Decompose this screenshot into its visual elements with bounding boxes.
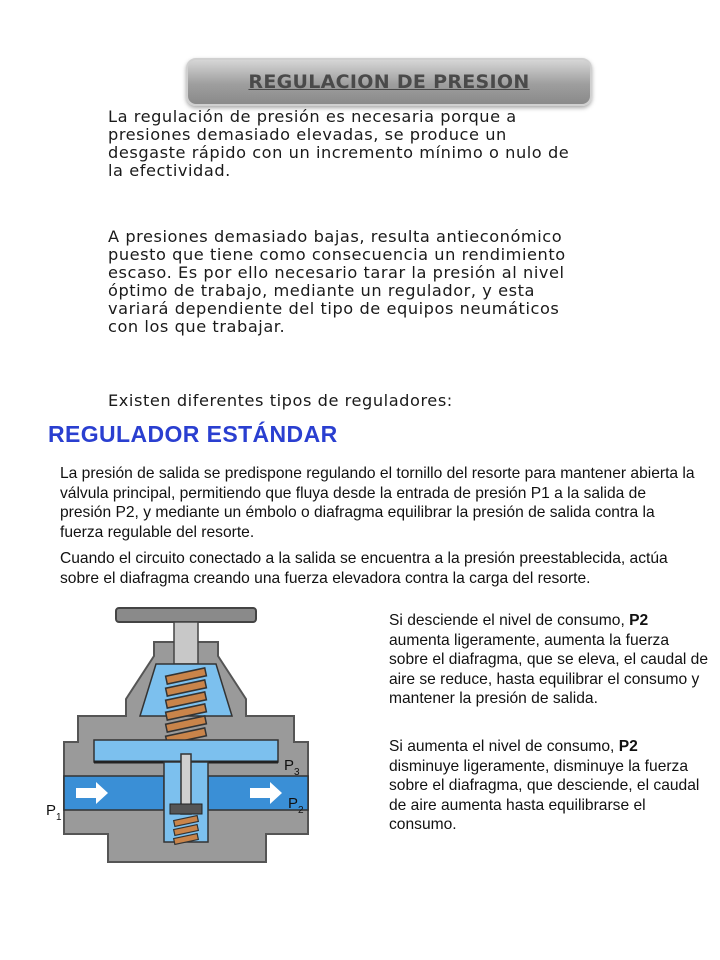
title-banner: [186, 58, 592, 106]
section-heading: REGULADOR ESTÁNDAR: [48, 421, 338, 447]
adjustment-knob: [116, 608, 256, 622]
section-description-2: Cuando el circuito conectado a la salida se encuentra a la presión preestablecida, actúa sobre el diafragma creando una fuerza elevadora contra la carga del resorte.: [60, 550, 668, 587]
lower-spring: [174, 816, 199, 845]
label-p3-letter: P: [284, 757, 295, 774]
side-paragraph-1-p2: P2: [629, 612, 649, 629]
label-p2-letter: P: [288, 795, 299, 812]
side-paragraph-2-p2: P2: [618, 738, 638, 755]
knob-stem: [174, 622, 198, 664]
intro-paragraph-1: La regulación de presión es necesaria porque a presiones demasiado elevadas, se produce un desgaste rápido con un incremento mínimo o nulo de la efectividad.: [108, 107, 570, 180]
side-paragraph-2: [389, 737, 709, 835]
section-description-1: La presión de salida se predispone regulando el tornillo del resorte para mantener abierta la válvula principal, permitiendo que fluya desde la entrada de presión P1 a la salida de presión P2, y mediante un émbolo o diafragma equilibrar la presión de salida contra la fuerza regulable del resorte.: [60, 465, 695, 541]
valve-poppet: [170, 804, 202, 814]
label-p1-letter: P: [46, 802, 57, 819]
intro-paragraph-2: A presiones demasiado bajas, resulta antieconómico puesto que tiene como consecuencia un rendimiento escaso. Es por ello necesario tarar la presión al nivel óptimo de trabajo, mediante un regulador, y esta variará dependiente del tipo de equipos neumáticos con los que trabajar.: [108, 227, 566, 336]
intro-paragraph-3: Existen diferentes tipos de reguladores:: [108, 391, 453, 410]
label-p3-sub: 3: [294, 767, 300, 778]
side-paragraph-1-text-a: Si desciende el nivel de consumo,: [389, 612, 630, 629]
page-title: REGULACION DE PRESION: [248, 71, 530, 93]
side-paragraph-2-text-a: Si aumenta el nivel de consumo,: [389, 738, 619, 755]
side-paragraph-1-text-b: aumenta ligeramente, aumenta la fuerza sobre el diafragma, que se eleva, el caudal de aire se reduce, hasta equilibrar el consumo y mantener la presión de salida.: [389, 631, 709, 707]
pressure-regulator-diagram: [36, 604, 336, 874]
side-paragraph-2-text-b: disminuye ligeramente, disminuye la fuerza sobre el diafragma, que desciende, el caudal de aire aumenta hasta equilibrarse el consumo.: [389, 757, 700, 833]
label-p1: [46, 802, 62, 823]
side-paragraph-1: [389, 611, 709, 709]
label-p1-sub: 1: [56, 812, 62, 823]
label-p2-sub: 2: [298, 805, 304, 816]
